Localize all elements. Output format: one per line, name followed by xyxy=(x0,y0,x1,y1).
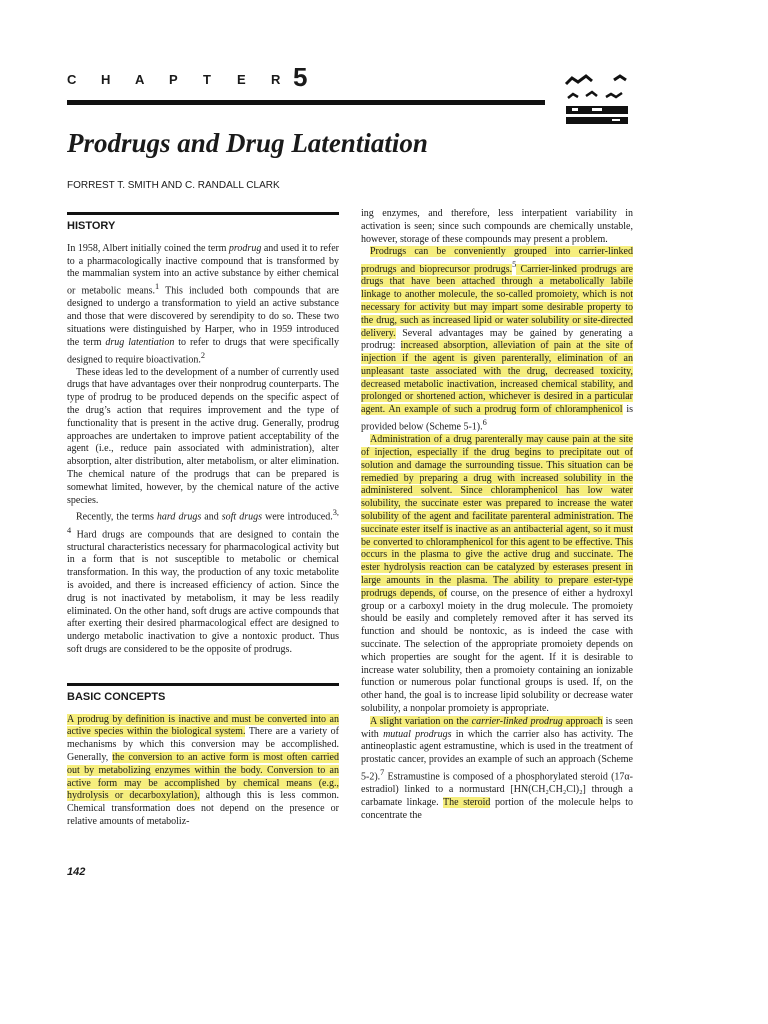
text: Hard drugs are compounds that are designed to contain the structural characteristics necessary for pharmacological activity but in a form that is not susceptible to metabolic or chemical transformation. In this way, the production of any toxic metabolite is avoided, and there is increased efficiency of action. Since the drug is not inactivated by metabolism, it may be less readily eliminated. On the other hand, soft drugs are active compounds that after exerting their desired pharmacological effect are designed to undergo metabolic inactivation to give a nontoxic product. Thus soft drugs are considered to be the opposite of prodrugs. xyxy=(67,528,339,656)
page-title: Prodrugs and Drug Latentiation xyxy=(67,128,428,158)
chapter-letter: R xyxy=(271,72,281,87)
chapter-letter: E xyxy=(237,72,246,87)
paragraph xyxy=(67,243,339,367)
citation: 7 xyxy=(380,767,385,777)
highlight: A slight variation on the xyxy=(370,715,472,727)
highlight: A prodrug by definition is inactive and must be converted into an active species within the biological system. xyxy=(67,713,339,738)
text: and xyxy=(201,511,222,523)
text: There are a variety of mechanisms by which this conversion may be accomplished. Generally, xyxy=(67,726,340,763)
text: and used it to refer to a pharmacologically inactive compound that is transformed by the mammalian system into an active substance by either chemical or metabolic means. xyxy=(67,242,339,297)
term: hard drugs xyxy=(156,511,202,523)
citation: 6 xyxy=(482,418,487,428)
chapter-logo-icon xyxy=(562,70,632,128)
text: Recently, the terms xyxy=(76,511,157,523)
text: This included both compounds that are designed to undergo a transformation to yield an active substance and those that were discovered by serendipity to do so. These two situations were distinguished by Harper, who in 1959 introduced the term xyxy=(67,285,339,348)
text: in which the carrier also has activity. The antineoplastic agent estramustine, which is used in the treatment of prostatic cancer, provides an example of such an approach (Scheme 5-2). xyxy=(361,728,633,783)
highlight: The steroid xyxy=(443,796,491,808)
text: Several advantages may be gained by generating a prodrug: xyxy=(361,327,633,352)
citation: 1 xyxy=(155,282,160,292)
highlight: Carrier-linked prodrugs are drugs that have been attached through a metabolically labile linkage to another molecule, the so-called promoiety, which is not necessary for activity but may impart some desirable property to the drug, such as increased lipid or water solubility or site-directed delivery. xyxy=(361,263,633,339)
chapter-letter: P xyxy=(169,72,178,87)
text: portion of the molecule helps to concentrate the xyxy=(361,796,633,821)
text: Estramustine is composed of a phosphorylated steroid (17α-estradiol) linked to a normustard [HN(CH₂CH₂Cl)₂] through a carbamate linkage. xyxy=(361,771,633,808)
text: although this is less common. Chemical transformation does not depend on the presence or relative amounts of metaboliz- xyxy=(67,790,340,827)
section-rule xyxy=(67,212,339,215)
paragraph: These ideas led to the development of a number of currently used drugs that have advantages over their nonprodrug counterparts. The type of prodrug to be produced depends on the specific aspect of the drug’s action that requires improvement and the type of functionality that is present in the active drug. Generally, prodrug approaches are undertaken to improve patient acceptability of the agent (i.e., reduce pain associated with administration), alter absorption, alter distribution, alter metabolism, or alter elimination. The chemical nature of the prodrugs that can be prepared is somewhat limited, however, by the chemical nature of the active species. xyxy=(67,366,339,506)
paragraph xyxy=(361,434,633,716)
header-rule xyxy=(67,100,545,105)
authors: FORREST T. SMITH AND C. RANDALL CLARK xyxy=(67,180,280,191)
highlight: Prodrugs can be conveniently grouped into carrier-linked prodrugs and bioprecursor prodrugs. xyxy=(361,246,633,275)
term: mutual prodrugs xyxy=(383,728,452,740)
text: is seen with xyxy=(361,715,633,740)
highlight: Administration of a drug parenterally may cause pain at the site of injection, especially if the drug begins to precipitate out of solution and damage the surrounding tissue. This situation can be remedied by preparing a drug with increased solubility in the administered solvent. Since chloramphenicol has low water solubility, the succinate ester was prepared to increase the water solubility of the agent and facilitate parenteral administration. The succinate ester itself is inactive as an antibacterial agent, so it must be converted to chloramphenicol for this agent to be effective. This occurs in the plasma to give the active drug and succinate. The ester hydrolysis reaction can be catalyzed by esterases present in large amounts in the plasma. The ability to prepare ester-type prodrugs depends, of xyxy=(361,434,633,599)
term: carrier-linked prodrug xyxy=(471,715,563,727)
paragraph xyxy=(67,714,339,829)
chapter-letter: A xyxy=(135,72,145,87)
section-rule xyxy=(67,683,339,686)
chapter-letter: C xyxy=(67,72,77,87)
paragraph: ing enzymes, and therefore, less interpatient variability in activation is seen; since such compounds are chemically unstable, however, storage of these compounds may present a problem. xyxy=(361,208,633,245)
chapter-letter: H xyxy=(101,72,111,87)
chapter-label xyxy=(67,62,308,92)
text: to refer to drugs that were specifically designed to require bioactivation. xyxy=(67,336,339,365)
paragraph xyxy=(361,246,633,434)
section-heading-history: HISTORY xyxy=(67,220,116,232)
text: course, on the presence of either a hydroxyl group or a carboxyl moiety in the drug molecule. The promoiety should be easily and completely removed after it has served its function and should be nontoxic, as is indeed the case with succinate. The selection of the appropriate promoiety depends on which properties are sought for the agent. If it is desirable to increase water solubility, then a promoiety containing an ionizable function or numerous polar functional groups is used. If, on the other hand, the goal is to increase lipid solubility or decrease water solubility, a nonpolar promoiety is appropriate. xyxy=(361,587,633,714)
term: drug latentiation xyxy=(105,336,175,348)
left-column xyxy=(67,212,339,829)
highlight: approach xyxy=(562,715,603,727)
paragraph xyxy=(361,716,633,823)
right-column xyxy=(361,208,633,822)
citation: 3, 4 xyxy=(67,508,339,535)
page-number: 142 xyxy=(67,866,86,878)
chapter-number: 5 xyxy=(293,62,308,92)
highlight: the conversion to an active form is most often carried out by metabolizing enzymes within the body. Conversion to an active form may be accomplished by chemical means (e.g., hydrolysis or decarboxylation), xyxy=(67,752,339,802)
text: In 1958, Albert initially coined the term xyxy=(67,242,229,254)
section-heading-basic-concepts: BASIC CONCEPTS xyxy=(67,690,166,703)
text: were introduced. xyxy=(262,511,333,523)
term: prodrug xyxy=(228,242,262,254)
paragraph xyxy=(67,507,339,656)
term: soft drugs xyxy=(221,511,262,523)
highlight: increased absorption, alleviation of pain at the site of injection if the agent is given parenterally, elimination of an unpleasant taste associated with the drug, decreased toxicity, decreased metabolic inactivation, increased chemical stability, and prolonged or shortened action, whichever is desired in a particular agent. An example of such a prodrug form of chloramphenicol xyxy=(361,340,633,416)
chapter-letter: T xyxy=(203,72,211,87)
citation: 5 xyxy=(512,260,517,270)
text: is provided below (Scheme 5-1). xyxy=(361,404,634,433)
citation: 2 xyxy=(200,350,206,360)
